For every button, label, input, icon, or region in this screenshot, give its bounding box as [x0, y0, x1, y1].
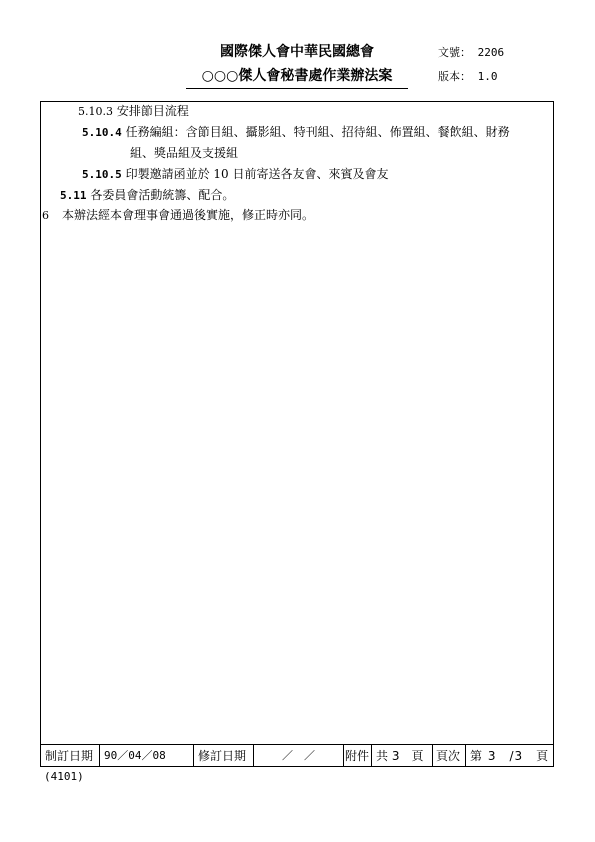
footer-table: [40, 744, 554, 767]
revised-date-value: ／ ／: [253, 745, 343, 767]
clause-text: 任務編組：含節目組、攝影組、特刊組、招待組、佈置組、餐飲組、財務: [125, 125, 510, 139]
clause-5-10-4: [82, 125, 510, 140]
page-number: 第 3 /3 頁: [465, 745, 554, 767]
clause-number: 5.10.5: [82, 168, 122, 181]
form-code: (4101): [44, 770, 84, 783]
clause-text: 安排節目流程: [116, 104, 189, 118]
clause-text: 印製邀請函並於 10 日前寄送各友會、來賓及會友: [125, 167, 389, 181]
document-title: 國際傑人會中華民國總會: [220, 44, 374, 60]
clause-number: 5.10.3: [78, 105, 113, 118]
version-value: 1.0: [477, 70, 498, 83]
created-date-value: 90／04／08: [99, 745, 193, 767]
clause-5-10-3: [78, 104, 189, 119]
doc-number-label: 文號：: [438, 46, 471, 59]
clause-number: 5.11: [60, 189, 87, 202]
clause-text: 各委員會活動統籌、配合。: [90, 188, 235, 202]
page-label: 頁次: [432, 745, 465, 767]
clause-text: 本辦法經本會理事會通過後實施，修正時亦同。: [62, 208, 315, 222]
total-pages: 共 3 頁: [371, 745, 432, 767]
doc-number-value: 2206: [477, 46, 505, 59]
attachment-label: 附件: [343, 745, 371, 767]
clause-5-10-4-continuation: [130, 146, 238, 160]
revised-date-label: 修訂日期: [193, 745, 253, 767]
clause-number: 6: [42, 209, 49, 222]
version: [438, 70, 498, 84]
clause-text-continuation: 組、獎品組及支援組: [130, 146, 239, 160]
doc-number: [438, 46, 504, 60]
created-date-label: 制訂日期: [45, 749, 94, 763]
clause-5-10-5: [82, 167, 388, 182]
document-subtitle: ○○○傑人會秘書處作業辦法案: [186, 68, 408, 89]
clause-number: 5.10.4: [82, 126, 122, 139]
version-label: 版本：: [438, 70, 471, 83]
clause-6: [42, 208, 314, 223]
clause-5-11: [60, 188, 234, 203]
